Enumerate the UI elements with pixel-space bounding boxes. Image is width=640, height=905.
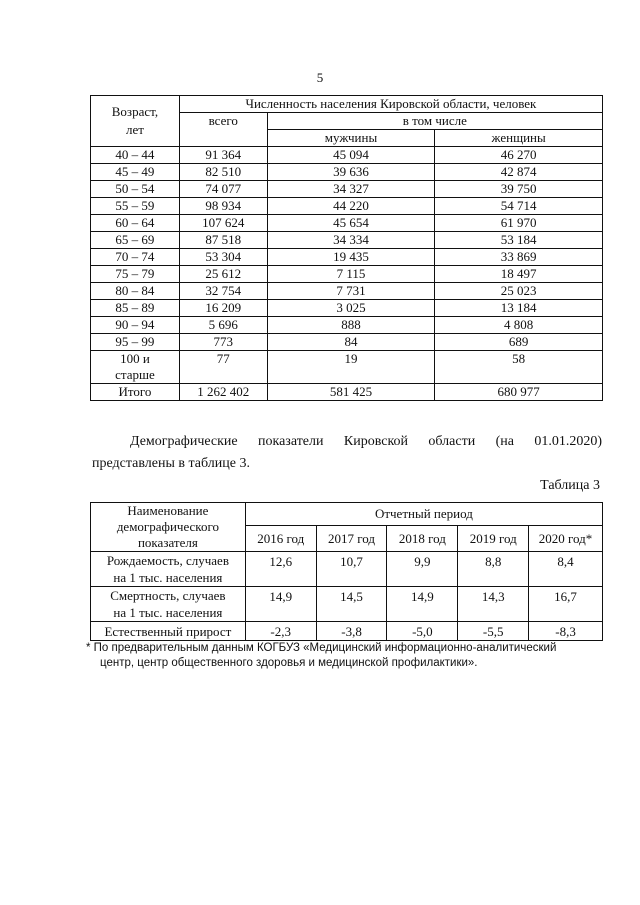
age-cell: 80 – 84 (91, 283, 180, 300)
table-row (91, 198, 603, 215)
header-population: Численность населения Кировской области, человек (179, 96, 602, 113)
women-cell: 25 023 (435, 283, 603, 300)
men-cell: 34 327 (267, 181, 435, 198)
footnote-line-1: * По предварительным данным КОГБУЗ «Медицинский информационно-аналитический (86, 642, 557, 654)
header-year: 2017 год (316, 526, 387, 552)
table-row (91, 215, 603, 232)
total-cell: 87 518 (179, 232, 267, 249)
men-cell: 84 (267, 334, 435, 351)
age-cell: 60 – 64 (91, 215, 180, 232)
men-cell: 45 094 (267, 147, 435, 164)
value-cell: 14,5 (316, 587, 387, 622)
women-cell: 39 750 (435, 181, 603, 198)
value-cell: 8,4 (529, 552, 603, 587)
age-cell: 50 – 54 (91, 181, 180, 198)
header-women: женщины (435, 130, 603, 147)
demographic-table (90, 502, 603, 641)
age-cell: 90 – 94 (91, 317, 180, 334)
age-cell: 65 – 69 (91, 232, 180, 249)
value-cell: 14,9 (245, 587, 316, 622)
paragraph-line-1 (92, 432, 602, 452)
table-row (91, 147, 603, 164)
women-cell: 58 (435, 351, 603, 384)
age-cell: 85 – 89 (91, 300, 180, 317)
women-cell: 46 270 (435, 147, 603, 164)
total-cell: 16 209 (179, 300, 267, 317)
men-cell: 19 (267, 351, 435, 384)
value-cell: -2,3 (245, 622, 316, 641)
table-row (91, 181, 603, 198)
table-row (91, 300, 603, 317)
table-row (91, 552, 603, 587)
men-cell: 888 (267, 317, 435, 334)
value-cell: 14,3 (458, 587, 529, 622)
women-cell: 18 497 (435, 266, 603, 283)
population-table (90, 95, 603, 401)
value-cell: -3,8 (316, 622, 387, 641)
header-year: 2019 год (458, 526, 529, 552)
header-total: всего (179, 113, 267, 147)
table-row (91, 334, 603, 351)
value-cell: 14,9 (387, 587, 458, 622)
table-row (91, 351, 603, 384)
value-cell: -8,3 (529, 622, 603, 641)
header-including: в том числе (267, 113, 602, 130)
table-row (91, 622, 603, 641)
men-cell: 7 731 (267, 283, 435, 300)
paragraph-text-1: Демографические показатели Кировской области (на 01.01.2020) (130, 434, 602, 449)
header-age: Возраст, лет (91, 96, 180, 147)
table-row (91, 232, 603, 249)
total-cell: 77 (179, 351, 267, 384)
men-cell: 45 654 (267, 215, 435, 232)
age-cell: 40 – 44 (91, 147, 180, 164)
value-cell: 8,8 (458, 552, 529, 587)
age-cell: 100 и старше (91, 351, 180, 384)
women-cell: 61 970 (435, 215, 603, 232)
men-cell: 34 334 (267, 232, 435, 249)
table-row (91, 317, 603, 334)
table-row (91, 587, 603, 622)
indicator-label: Естественный прирост (91, 622, 246, 641)
value-cell: 12,6 (245, 552, 316, 587)
men-cell: 581 425 (267, 384, 435, 401)
total-cell: 91 364 (179, 147, 267, 164)
women-cell: 680 977 (435, 384, 603, 401)
total-cell: 32 754 (179, 283, 267, 300)
women-cell: 42 874 (435, 164, 603, 181)
total-cell: 98 934 (179, 198, 267, 215)
value-cell: 10,7 (316, 552, 387, 587)
header-period: Отчетный период (245, 503, 602, 526)
value-cell: 9,9 (387, 552, 458, 587)
paragraph-line-2: представлены в таблице 3. (92, 456, 250, 471)
women-cell: 53 184 (435, 232, 603, 249)
women-cell: 54 714 (435, 198, 603, 215)
men-cell: 7 115 (267, 266, 435, 283)
total-cell: 773 (179, 334, 267, 351)
age-cell: 95 – 99 (91, 334, 180, 351)
header-year: 2016 год (245, 526, 316, 552)
header-year: 2020 год* (529, 526, 603, 552)
total-cell: 107 624 (179, 215, 267, 232)
table-row (91, 266, 603, 283)
header-year: 2018 год (387, 526, 458, 552)
age-cell: 75 – 79 (91, 266, 180, 283)
men-cell: 39 636 (267, 164, 435, 181)
indicator-label: Смертность, случаев на 1 тыс. населения (91, 587, 246, 622)
women-cell: 689 (435, 334, 603, 351)
indicator-label: Рождаемость, случаев на 1 тыс. населения (91, 552, 246, 587)
total-cell: 25 612 (179, 266, 267, 283)
women-cell: 13 184 (435, 300, 603, 317)
men-cell: 44 220 (267, 198, 435, 215)
total-cell: 5 696 (179, 317, 267, 334)
total-cell: 53 304 (179, 249, 267, 266)
table-row (91, 283, 603, 300)
value-cell: -5,0 (387, 622, 458, 641)
value-cell: 16,7 (529, 587, 603, 622)
total-cell: 74 077 (179, 181, 267, 198)
table-row (91, 164, 603, 181)
footnote (86, 641, 606, 671)
table-caption: Таблица 3 (540, 478, 600, 493)
age-cell: Итого (91, 384, 180, 401)
footnote-line-2: центр, центр общественного здоровья и медицинской профилактики». (100, 657, 478, 669)
age-cell: 70 – 74 (91, 249, 180, 266)
page-number: 5 (316, 70, 324, 85)
men-cell: 3 025 (267, 300, 435, 317)
men-cell: 19 435 (267, 249, 435, 266)
age-cell: 45 – 49 (91, 164, 180, 181)
women-cell: 33 869 (435, 249, 603, 266)
header-indicator: Наименование демографического показателя (91, 503, 246, 552)
age-cell: 55 – 59 (91, 198, 180, 215)
table-row (91, 384, 603, 401)
table-row (91, 249, 603, 266)
value-cell: -5,5 (458, 622, 529, 641)
header-men: мужчины (267, 130, 435, 147)
total-cell: 82 510 (179, 164, 267, 181)
total-cell: 1 262 402 (179, 384, 267, 401)
women-cell: 4 808 (435, 317, 603, 334)
